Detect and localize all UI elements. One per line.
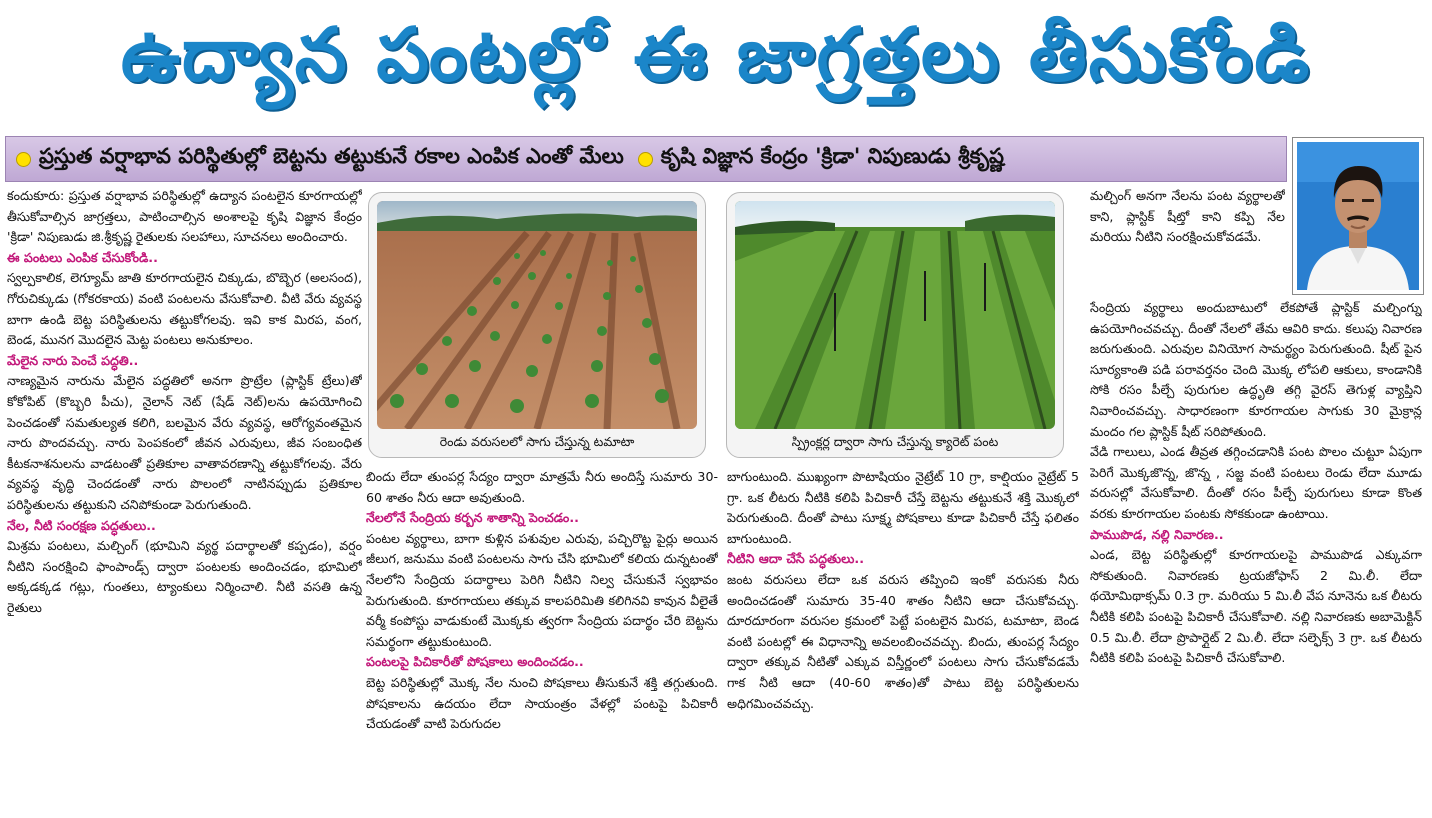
paragraph: నాణ్యమైన నారును మేలైన పద్ధతిలో అనగా ప్రొట్రేల (ప్లాస్టిక్ ట్రేలు)తో కోకోపిట్ (కొబ్బరి పీచు), నైలాన్ నెట్ (షేడ్ నెట్)లను ఉపయోగించి పెంచడంతో సమతుల్యత కలిగి, బలమైన వేరు వ్యవస్థ, ఆరోగ్యవంతమైన నారు పొందవచ్చు. నారు పెంపకంలో జీవన ఎరువులు, జీవ సంబంధిత కీటకనాశనులను వాడటంతో ప్రతికూల వాతావరణాన్ని తట్టుకోగలవు. వేరు వ్యవస్థ వృద్ధి చెందడంతో నారు పొలంలో నాటినప్పుడు ప్రతికూల పరిస్థితులను తట్టుకుని చనిపోకుండా పెరుగుతుంది. [7, 373, 362, 512]
section-heading: ఈ పంటలు ఎంపిక చేసుకోండి.. [7, 249, 158, 265]
paragraph: మిశ్రమ పంటలు, మల్చింగ్ (భూమిని వ్యర్థ పదార్థాలతో కప్పడం), వర్షం నీటిని సంరక్షించి ఫాంపాండ్స్ ద్వారా పంటలకు అందించడం, భూమిలో అక్కడక్కడ గట్లు, గుంతలు, ట్యాంకులు నిర్మించాలి. నీటి వసతి ఉన్న రైతులు [7, 538, 362, 615]
paragraph: బాగుంటుంది. ముఖ్యంగా పొటాషియం నైట్రేట్ 10 గ్రా, కాల్షియం నైట్రేట్ 5 గ్రా. ఒక లీటరు నీటికి కలిపి పిచికారీ చేస్తే బెట్టను తట్టుకునే శక్తి మొక్కలో పెరుగుతుంది. దీంతో పాటు సూక్ష్మ పోషకాలు కూడా పిచికారీ చేస్తే ఫలితం బాగుంటుంది. [727, 469, 1079, 546]
paragraph: వేడి గాలులు, ఎండ తీవ్రత తగ్గించడానికి పంట పొలం చుట్టూ ఏపుగా పెరిగే మొక్కజొన్న, జొన్న , సజ్జ వంటి పంటలు రెండు లేదా మూడు వరుసల్లో వేసుకోవాలి. దీంతో రసం పీల్చే పురుగులు కూడా కొంత వరకు కూరగాయల పంటకు సోకకుండా ఉంటాయి. [1090, 444, 1422, 521]
headline: ఉద్యాన పంటల్లో ఈ జాగ్రత్తలు తీసుకోండి [120, 12, 1312, 98]
paragraph: బిందు లేదా తుంపర్ల సేద్యం ద్వారా మాత్రమే నీరు అందిస్తే సుమారు 30-60 శాతం నీరు ఆదా అవుతుంది. [366, 469, 718, 505]
paragraph: స్వల్పకాలిక, లెగ్యూమ్ జాతి కూరగాయలైన చిక్కుడు, బొబ్బెర (అలసంద), గోరుచిక్కుడు (గోకరకాయ) వంటి పంటలను వేసుకోవాలి. వీటి వేరు వ్యవస్థ బాగా ఉండి బెట్ట పరిస్థితులను తట్టుకోగలవు. ఇవి కాక మిరప, వంగ, బెండ, మునగ మొదలైన మెట్ట పంటలు అనుకూలం. [7, 270, 362, 348]
article-column-2 [366, 467, 718, 814]
tomato-field-image [377, 201, 697, 429]
paragraph: మల్చింగ్ అనగా నేలను పంట వ్యర్థాలతో కాని, ప్లాస్టిక్ షీట్తో కాని కప్పి నేల మరియు నీటిని సంరక్షించుకోవడమే. [1090, 188, 1285, 245]
subheading-bar [5, 136, 1287, 182]
paragraph: పంటల వ్యర్థాలు, బాగా కుళ్లిన పశువుల ఎరువు, పచ్చిరొట్ట పైర్లు అయిన జీలుగ, జనుము వంటి పంటలను సాగు చేసి భూమిలో కలియ దున్నటంతో నేలలోని సేంద్రియ పదార్థాలు పెరిగి నీటిని నిల్వ చేసుకునే స్వభావం పెరుగుతుంది. కూరగాయలు తక్కువ కాలపరిమితి కలిగినవి కావున వీలైతే వర్మీ కంపోస్టు వాడుకుంటే మొక్కకు త్వరగా సేంద్రియ పదార్థం చేరి బెట్టను సమర్థంగా తట్టుకుంటుంది. [366, 530, 718, 649]
subheading-1 [16, 144, 624, 174]
section-heading: నేల, నీటి సంరక్షణ పద్ధతులు.. [7, 517, 156, 533]
section-heading: మేలైన నారు పెంచే పద్ధతి.. [7, 352, 139, 368]
article-column-3 [727, 467, 1079, 814]
person-portrait-icon [1297, 142, 1419, 290]
carrot-field-image [735, 201, 1055, 429]
article-column-1 [7, 186, 362, 814]
expert-portrait [1292, 137, 1424, 295]
bullet-icon [16, 152, 31, 167]
paragraph: బెట్ట పరిస్థితుల్లో మొక్క నేల నుంచి పోషకాలు తీసుకునే శక్తి తగ్గుతుంది. పోషకాలను ఉదయం లేదా సాయంత్రం వేళల్లో పంటపై పిచికారీ చేయడంతో వాటి పెరుగుదల [366, 674, 718, 732]
tomato-photo-figure [368, 192, 706, 458]
subheading-2-text: కృషి విజ్ఞాన కేంద్రం 'క్రిడా' నిపుణుడు శ్రీకృష్ణ [660, 144, 1004, 168]
article-column-4 [1090, 298, 1422, 814]
section-heading: పంటలపై పిచికారీతో పోషకాలు అందించడం.. [366, 654, 584, 670]
paragraph: సేంద్రియ వ్యర్థాలు అందుబాటులో లేకపోతే ప్లాస్టిక్ మల్చింగ్ను ఉపయోగించవచ్చు. దీంతో నేలలో తేమ ఆవిరి కాదు. కలుపు నివారణ జరుగుతుంది. ఎరువుల వినియోగ సామర్థ్యం పెరుగుతుంది. షీట్ పైన సూర్యకాంతి పడి పరావర్తనం చెంది మొక్క లోపలి ఆకులు, కాండానికి సోకి రసం పీల్చే పురుగుల ఉద్ధృతి తగ్గి వైరస్ తెగుళ్ల వ్యాప్తిని నివారించవచ్చు. సాధారణంగా కూరగాయల సాగుకు 30 మైక్రాన్ల మందం గల ప్లాస్టిక్ షీట్ సరిపోతుంది. [1090, 300, 1422, 439]
paragraph: జంట వరుసలు లేదా ఒక వరుస తప్పించి ఇంకో వరుసకు నీరు అందించడంతో సుమారు 35-40 శాతం నీటిని ఆదా చేసుకోవచ్చు. దూరదూరంగా వరుసల క్రమంలో పెట్టే పంటలైన మిరప, టమాటా, బెండ వంటి పంటల్లో ఈ విధానాన్ని అవలంబించవచ్చు. బిందు, తుంపర్ల సేద్యం ద్వారా తక్కువ నీటితో ఎక్కువ విస్తీర్ణంలో పంటలు సాగు చేసుకోవడమే గాక నీటి ఆదా (40-60 శాతం)తో పాటు బెట్ట పరిస్థితులను అధిగమించవచ్చు. [727, 571, 1079, 711]
paragraph: కందుకూరు: ప్రస్తుత వర్షాభావ పరిస్థితుల్లో ఉద్యాన పంటలైన కూరగాయల్లో తీసుకోవాల్సిన జాగ్రత్తలు, పాటించాల్సిన అంశాలపై కృషి విజ్ఞాన కేంద్రం 'క్రిడా' నిపుణుడు జి.శ్రీకృష్ణ రైతులకు సలహాలు, సూచనలు అందించారు. [7, 188, 362, 245]
section-heading: నీటిని ఆదా చేసే పద్ధతులు.. [727, 551, 864, 567]
subheading-1-text: ప్రస్తుత వర్షాభావ పరిస్థితుల్లో బెట్టను తట్టుకునే రకాల ఎంపిక ఎంతో మేలు [39, 144, 624, 168]
carrot-photo-caption: స్ప్రింక్లర్ల ద్వారా సాగు చేస్తున్న క్యారెట్ పంట [791, 434, 999, 449]
subheading-2 [638, 144, 1004, 174]
tomato-photo-caption: రెండు వరుసలలో సాగు చేస్తున్న టమాటా [439, 434, 635, 449]
article-column-4-intro [1090, 186, 1285, 298]
carrot-photo-figure [726, 192, 1064, 458]
paragraph: ఎండ, బెట్ట పరిస్థితుల్లో కూరగాయలపై పాముపొడ ఎక్కువగా సోకుతుంది. నివారణకు ట్రయజోఫాస్ 2 మి.లీ. లేదా థయోమిథాక్సమ్ 0.3 గ్రా. మరియు 5 మి.లీ వేప నూనెను ఒక లీటరు నీటికి కలిపి పంటపై పిచికారీ చేసుకోవాలి. నల్లి నివారణకు అబామెక్టిన్ 0.5 మి.లీ. లేదా ప్రొపార్గైట్ 2 మి.లీ. లేదా సల్ఫెక్స్ 3 గ్రా. ఒక లీటరు నీటికి కలిపి పంటపై పిచికారీ చేసుకోవాలి. [1090, 547, 1422, 666]
section-heading: పాముపొడ, నల్లి నివారణ.. [1090, 526, 1224, 542]
section-heading: నేలలోనే సేంద్రియ కర్బన శాతాన్ని పెంచడం.. [366, 510, 579, 526]
bullet-icon [638, 152, 653, 167]
